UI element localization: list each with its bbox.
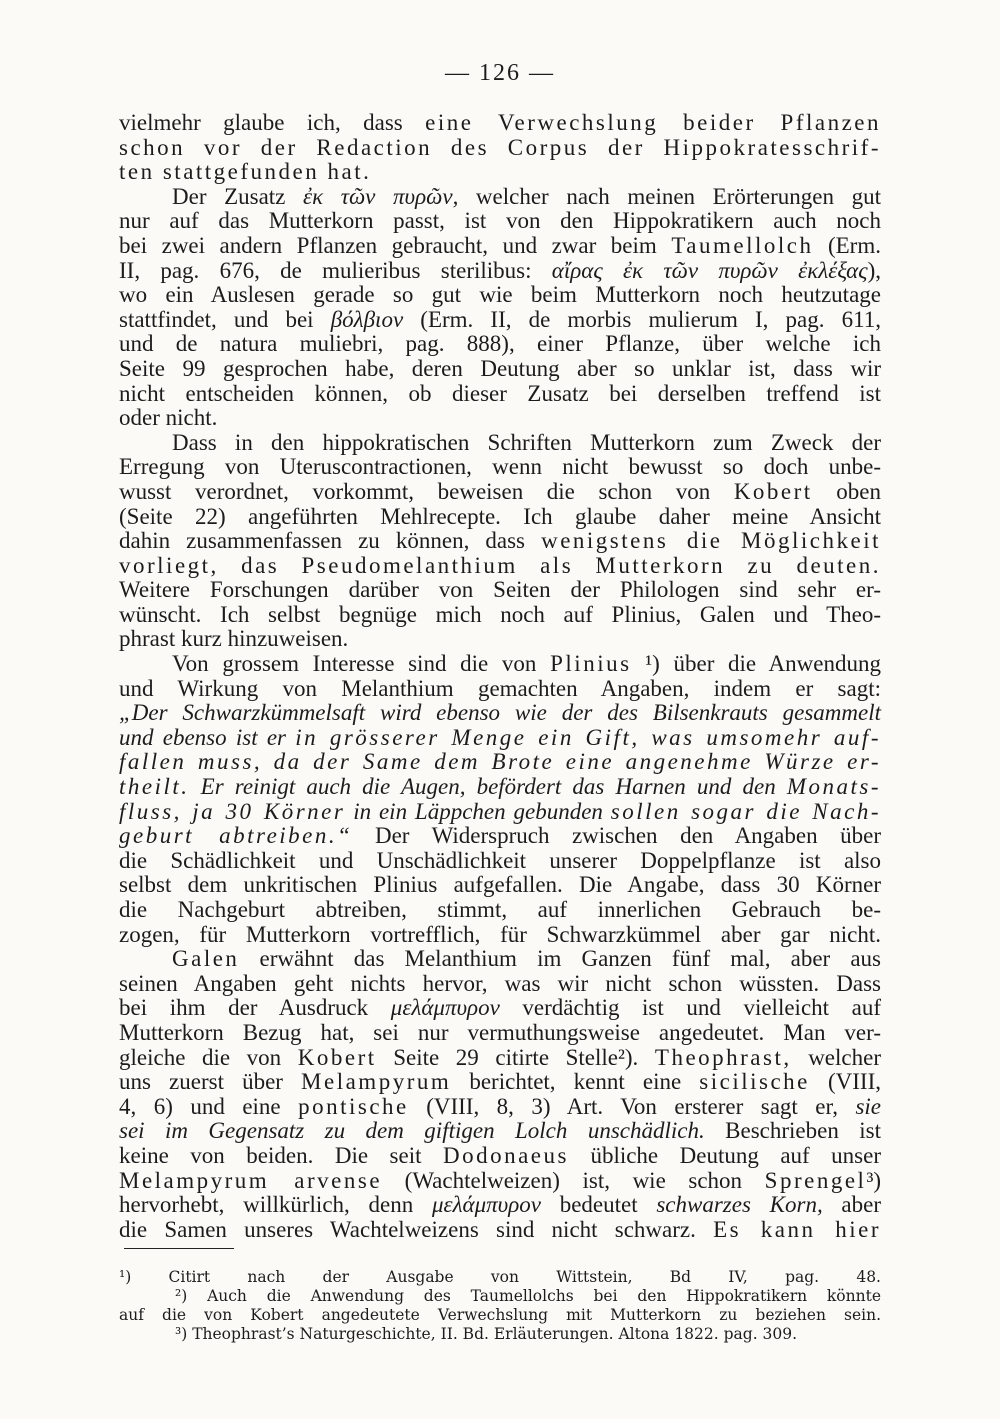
text-run: wenigstens die Möglichkeit — [541, 528, 881, 554]
body-text — [119, 111, 881, 1242]
text-run: 4, 6) und eine — [119, 1093, 299, 1119]
text-run: hervorhebt, willkürlich, denn — [119, 1192, 432, 1218]
text-run: oben — [812, 478, 881, 504]
text-run: berichtet, kennt eine — [451, 1069, 700, 1095]
text-run: theilt. — [119, 774, 190, 800]
text-run: Theophrast, — [654, 1044, 792, 1070]
text-run: Melampyrum — [301, 1069, 452, 1095]
text-line — [119, 505, 881, 530]
text-run: (Seite 22) angeführten Mehlrecepte. Ich glaube daher meine Ansicht — [119, 503, 881, 529]
text-run: Erregung von Uteruscontractionen, wenn nicht bewusst so doch unbe- — [119, 454, 881, 480]
text-line — [119, 332, 881, 357]
text-run: aber — [822, 1192, 882, 1218]
text-run: oder nicht. — [119, 405, 218, 431]
text-run: Weitere Forschungen darüber von Seiten der Philologen sind sehr er- — [119, 577, 881, 603]
text-line — [119, 898, 881, 923]
text-line — [119, 185, 881, 210]
text-run: stattfindet, und bei — [119, 306, 331, 332]
text-run: nicht entscheiden können, ob dieser Zusatz bei derselben treffend ist — [119, 380, 881, 406]
text-run: wünscht. Ich selbst begnüge mich noch auf Plinius, Galen und Theo- — [119, 601, 881, 627]
text-run: Galen — [172, 946, 240, 972]
text-run: Seite 99 gesprochen habe, deren Deutung aber so unklar ist, dass wir — [119, 355, 881, 381]
text-line — [119, 750, 881, 775]
text-run: pontische — [298, 1093, 409, 1119]
text-run: phrast kurz hinzuweisen. — [119, 626, 349, 652]
text-run: eine Verwechslung beider Pflanzen — [425, 110, 882, 135]
text-run: die Schädlichkeit und Unschädlichkeit unserer Doppelpflanze ist also — [119, 847, 881, 873]
text-run: fluss, ja 30 Körner — [119, 798, 346, 824]
text-run: αἴρας ἐκ τῶν πυρῶν ἐκλέξας — [551, 257, 868, 283]
text-run: nur auf das Mutterkorn passt, ist von den Hippokratikern auch noch — [119, 208, 881, 234]
text-run: ³) — [866, 1167, 881, 1193]
text-run: II, pag. 676, de mulieribus sterilibus: — [119, 257, 552, 283]
text-run: selbst dem unkritischen Plinius aufgefallen. Die Angabe, dass 30 Körner — [119, 872, 881, 898]
text-run: und ebenso ist er — [119, 724, 296, 750]
text-line — [119, 947, 881, 972]
text-run: zogen, für Mutterkorn vortrefflich, für Schwarzkümmel aber gar nicht. — [119, 921, 881, 947]
text-run: Plinius — [550, 651, 632, 677]
text-run: sollen sogar die Nach- — [610, 798, 881, 824]
text-line — [119, 677, 881, 702]
text-run: Seite 29 citirte Stelle²). — [376, 1044, 655, 1070]
text-run: keine von beiden. Die seit — [119, 1142, 443, 1168]
text-run: geburt abtreiben.“ — [119, 823, 353, 849]
text-run: sicilische — [699, 1069, 810, 1095]
text-line — [119, 431, 881, 456]
text-line — [119, 1021, 881, 1046]
text-line — [119, 283, 881, 308]
text-run: fallen muss, da der Same dem Brote eine angenehme Würze er- — [119, 749, 881, 775]
text-line — [119, 873, 881, 898]
page-number: — 126 — — [445, 60, 555, 86]
text-line — [119, 972, 881, 997]
text-line — [119, 1095, 881, 1120]
text-line — [119, 923, 881, 948]
text-line — [119, 775, 881, 800]
text-run: Kobert — [733, 478, 813, 504]
text-run: bei ihm der Ausdruck — [119, 995, 391, 1021]
text-run: (Wachtelweizen) ist, wie schon — [382, 1167, 765, 1193]
text-run: sei im Gegensatz zu dem giftigen Lolch unschädlich. — [119, 1118, 705, 1144]
text-line — [119, 1119, 881, 1144]
text-run: μελάμπυρον — [431, 1192, 541, 1218]
text-run: verdächtig ist und vielleicht auf — [499, 995, 881, 1021]
text-line — [119, 996, 881, 1021]
text-run: in ein Läppchen gebunden — [345, 798, 611, 824]
text-run: in grösserer Menge ein Gift, was umsomehr auf- — [295, 724, 881, 750]
text-line — [119, 111, 881, 136]
text-run: βόλβιον — [330, 306, 404, 332]
text-run: übliche Deutung auf unser — [568, 1142, 882, 1168]
text-line — [119, 259, 881, 284]
text-line — [119, 455, 881, 480]
text-line — [119, 603, 881, 628]
text-run: Sprengel — [764, 1167, 867, 1193]
text-line — [119, 382, 881, 407]
text-line — [119, 529, 881, 554]
text-run: ἐκ τῶν πυρῶν, — [303, 183, 459, 209]
text-run: sie — [855, 1093, 881, 1119]
text-line — [119, 726, 881, 751]
text-line — [119, 209, 881, 234]
text-run: die Nachgeburt abtreiben, stimmt, auf innerlichen Gebrauch be- — [119, 897, 881, 922]
text-line — [119, 627, 881, 652]
text-run: und Wirkung von Melanthium gemachten Angaben, indem er sagt: — [119, 675, 881, 701]
text-run: (Erm. — [813, 232, 881, 258]
text-line — [119, 701, 881, 726]
text-line — [119, 849, 881, 874]
footnote-2-continued: auf die von Kobert angedeutete Verwechslung mit Mutterkorn zu beziehen sein. — [119, 1306, 881, 1324]
text-line — [119, 234, 881, 259]
text-line — [119, 308, 881, 333]
text-run: (Erm. II, de morbis mulierum I, pag. 611, — [403, 306, 881, 332]
text-run: erwähnt das Melanthium im Ganzen fünf mal, aber aus — [239, 946, 881, 972]
text-run: uns zuerst über — [119, 1069, 302, 1095]
text-run: wo ein Auslesen gerade so gut wie beim Mutterkorn noch heutzutage — [119, 282, 881, 308]
text-line — [119, 160, 881, 185]
text-run: seinen Angaben geht nichts hervor, was wir nicht schon wüssten. Dass — [119, 970, 881, 996]
text-run: vorliegt, das Pseudomelanthium als Mutterkorn zu deuten. — [119, 552, 881, 578]
text-line — [119, 480, 881, 505]
text-run: Monats- — [786, 774, 881, 800]
footnote-rule — [124, 1248, 234, 1249]
text-line — [119, 1218, 881, 1243]
text-run: Der Widerspruch zwischen den Angaben über — [352, 823, 882, 849]
text-line — [119, 1193, 881, 1218]
text-run: Dass in den hippokratischen Schriften Mutterkorn zum Zweck der — [172, 429, 881, 455]
text-line — [119, 1169, 881, 1194]
text-run: schwarzes Korn, — [656, 1192, 823, 1218]
text-run: (VIII, 8, 3) Art. Von ersterer sagt er, — [408, 1093, 856, 1119]
text-run: Melampyrum arvense — [119, 1167, 383, 1193]
text-line — [119, 554, 881, 579]
text-line — [119, 1046, 881, 1071]
text-run: welcher nach meinen Erörterungen gut — [458, 183, 881, 209]
text-run: Es kann hier — [713, 1216, 881, 1242]
text-run: Kobert — [297, 1044, 377, 1070]
text-line — [119, 800, 881, 825]
text-line — [119, 578, 881, 603]
text-run: Mutterkorn Bezug hat, sei nur vermuthungsweise angedeutet. Man ver- — [119, 1019, 881, 1045]
text-run: schon vor der Redaction des Corpus der Hippokratesschrif- — [119, 134, 881, 160]
footnotes — [119, 1268, 881, 1344]
text-line — [119, 406, 881, 431]
text-run: dahin zusammenfassen zu können, dass — [119, 528, 542, 554]
text-line — [119, 824, 881, 849]
text-line — [119, 1070, 881, 1095]
text-run: Von grossem Interesse sind die von — [172, 651, 551, 677]
text-run: gleiche die von — [119, 1044, 298, 1070]
text-run: bedeutet — [540, 1192, 657, 1218]
text-line — [119, 1144, 881, 1169]
text-run: wusst verordnet, vorkommt, beweisen die schon von — [119, 478, 734, 504]
text-run: Dodonaeus — [442, 1142, 569, 1168]
text-run: ten stattgefunden hat. — [119, 159, 372, 185]
text-run: Taumellolch — [671, 232, 814, 258]
text-line — [119, 652, 881, 677]
footnote-3: ³) Theophrast’s Naturgeschichte, II. Bd. Erläuterungen. Altona 1822. pag. 309. — [175, 1325, 798, 1343]
text-run: Er reinigt auch die Augen, befördert das Harnen und den — [189, 774, 787, 800]
text-run: vielmehr glaube ich, dass — [119, 110, 426, 135]
text-run: „Der Schwarzkümmelsaft wird ebenso wie der des Bilsenkrauts gesammelt — [119, 700, 881, 726]
text-run: (VIII, — [809, 1069, 881, 1095]
text-run: und de natura muliebri, pag. 888), einer Pflanze, über welche ich — [119, 331, 881, 357]
text-run: die Samen unseres Wachtelweizens sind nicht schwarz. — [119, 1216, 714, 1242]
text-run: bei zwei andern Pflanzen gebraucht, und zwar beim — [119, 232, 672, 258]
footnote-1: ¹) Citirt nach der Ausgabe von Wittstein, Bd IV, pag. 48. — [119, 1268, 881, 1286]
text-run: Beschrieben ist — [704, 1118, 882, 1144]
text-line — [119, 136, 881, 161]
footnote-2: ²) Auch die Anwendung des Taumellolchs bei den Hippokratikern könnte — [175, 1287, 881, 1305]
text-run: ¹) über die Anwendung — [631, 651, 881, 677]
text-run: ), — [867, 257, 881, 283]
text-run: Der Zusatz — [172, 183, 303, 209]
text-run: μελάμπυρον — [390, 995, 500, 1021]
text-line — [119, 357, 881, 382]
text-run: welcher — [791, 1044, 881, 1070]
